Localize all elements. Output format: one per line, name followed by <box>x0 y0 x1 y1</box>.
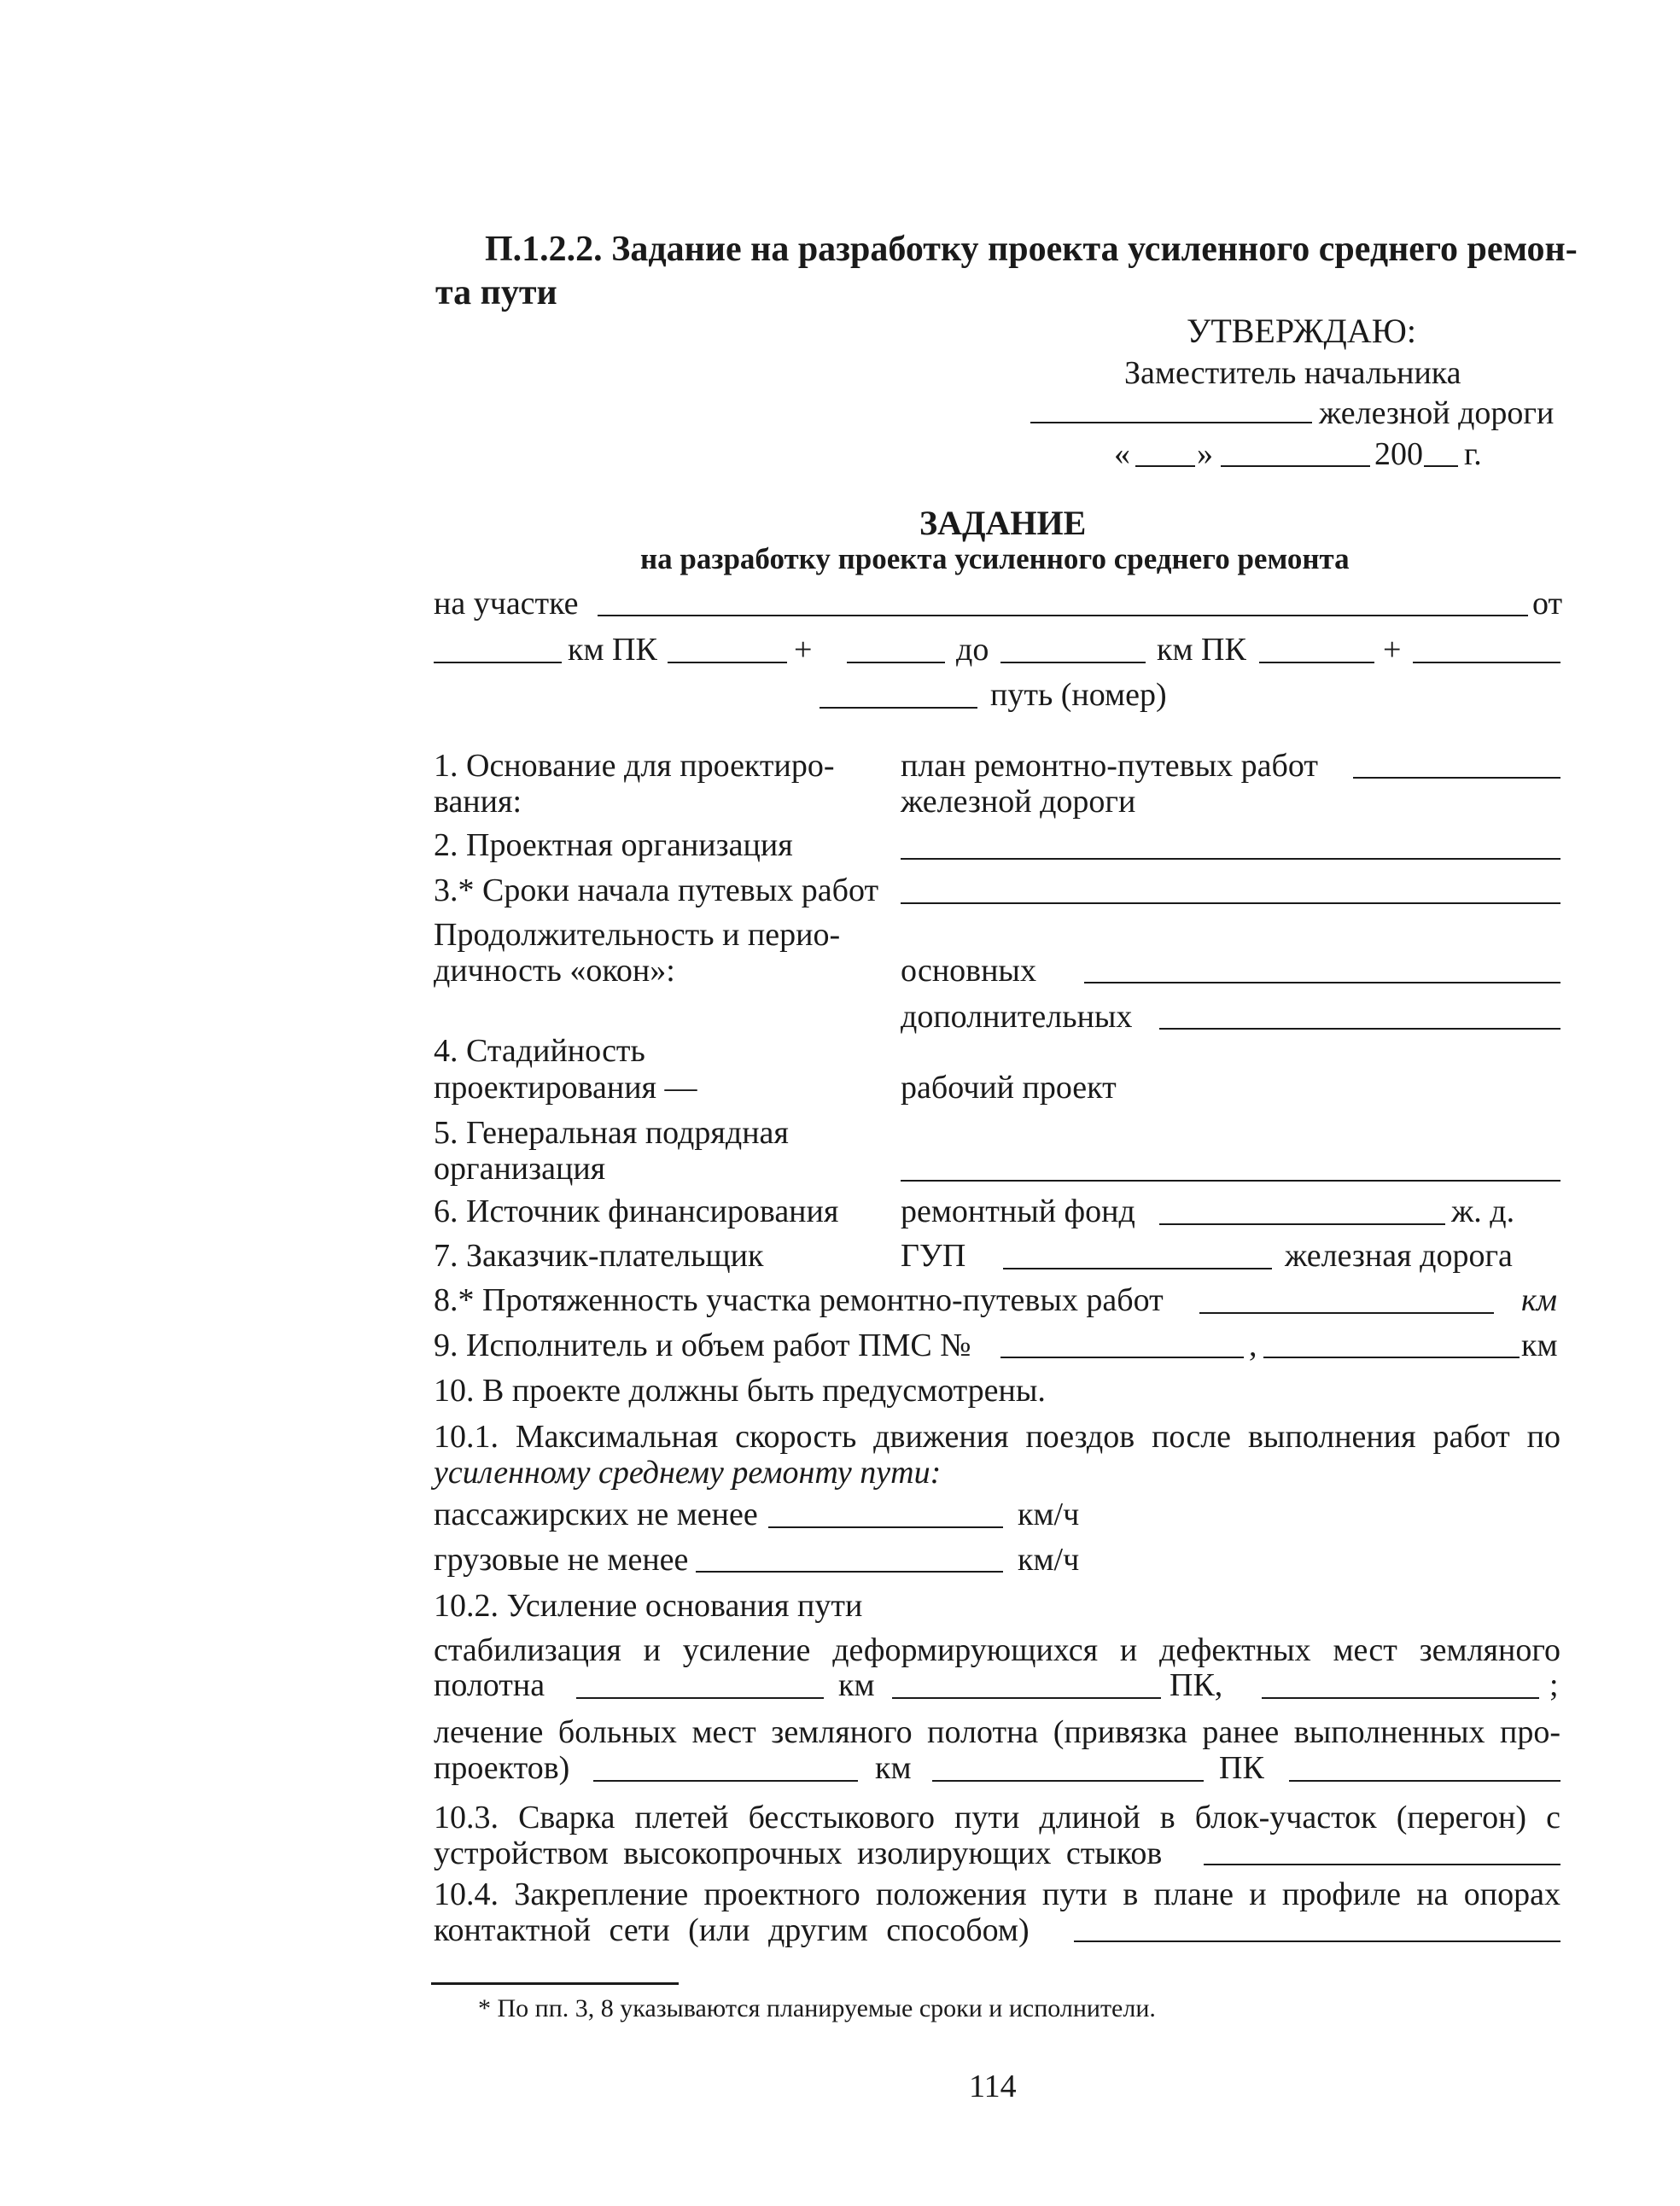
plus-from: + <box>794 632 813 668</box>
item-9-number-blank <box>1000 1357 1244 1358</box>
item-7-suffix: железная дорога <box>1285 1238 1513 1274</box>
freight-speed-unit: км/ч <box>1018 1542 1080 1578</box>
item-4-value: рабочий проект <box>901 1070 1117 1106</box>
footnote-rule <box>431 1982 679 1985</box>
passenger-speed-label: пассажирских не менее <box>434 1497 758 1532</box>
approval-railway-blank <box>1030 422 1312 423</box>
item-10-4-line-a: 10.4. Закрепление проектного положения пути в плане и профиле на опорах <box>434 1876 1560 1912</box>
passenger-speed-blank <box>768 1526 1003 1528</box>
item-10-label: 10. В проекте должны быть предусмотрены. <box>434 1373 1046 1409</box>
duration-main: основных <box>901 953 1036 989</box>
stabilization-km-blank <box>576 1697 824 1699</box>
item-7-value: ГУП <box>901 1238 966 1274</box>
item-2-label: 2. Проектная организация <box>434 827 793 863</box>
item-10-1-line-b: усиленному среднему ремонту пути: <box>434 1455 942 1491</box>
approval-title: УТВЕРЖДАЮ: <box>1187 312 1416 350</box>
approval-railway: железной дороги <box>1319 395 1555 431</box>
duration-label-a: Продолжительность и перио- <box>434 917 841 953</box>
duration-extra-blank <box>1159 1028 1560 1030</box>
item-6-suffix: ж. д. <box>1451 1193 1515 1229</box>
duration-label-b: дичность «окон»: <box>434 953 675 989</box>
km-pk-to: км ПК <box>1157 632 1246 668</box>
approval-year-suffix: г. <box>1464 436 1482 472</box>
stabilization-line-b: полотна <box>434 1667 545 1703</box>
passenger-speed-unit: км/ч <box>1018 1497 1080 1532</box>
item-10-2-label: 10.2. Усиление основания пути <box>434 1588 863 1624</box>
item-1-label-a: 1. Основание для проектиро- <box>434 748 835 784</box>
section-blank <box>598 615 1528 616</box>
approval-year: 200 <box>1374 436 1423 472</box>
item-7-blank <box>1003 1268 1272 1269</box>
item-8-unit: км <box>1521 1282 1558 1318</box>
item-1-value-a: план ремонтно-путевых работ <box>901 748 1318 784</box>
footnote: * По пп. 3, 8 указываются планируемые сроки и исполнители. <box>478 1994 1156 2022</box>
item-10-1-line-a: 10.1. Максимальная скорость движения поездов после выполнения работ по <box>434 1419 1560 1455</box>
track-blank <box>820 707 977 709</box>
stabilization-line-a: стабилизация и усиление деформирующихся и дефектных мест земляного <box>434 1632 1560 1668</box>
treatment-pk-blank <box>932 1780 1204 1782</box>
item-10-4-blank <box>1074 1940 1560 1942</box>
track-label: путь (номер) <box>990 677 1167 713</box>
item-10-4-line-b: контактной сети (или другим способом) <box>434 1912 1030 1948</box>
item-4-label-b: проектирования — <box>434 1070 697 1106</box>
stabilization-pk-value-blank <box>1262 1697 1539 1699</box>
treatment-line-b: проектов) <box>434 1750 570 1786</box>
pk-to-blank <box>1259 662 1374 663</box>
plus-to: + <box>1383 632 1402 668</box>
item-9-unit: км <box>1521 1328 1558 1363</box>
item-6-label: 6. Источник финансирования <box>434 1193 839 1229</box>
approval-quote-close: » <box>1197 436 1213 472</box>
item-10-3-blank <box>1204 1864 1560 1865</box>
plus-to-blank <box>1413 662 1560 663</box>
treatment-km-blank <box>593 1780 858 1782</box>
plus-from-blank <box>847 662 945 663</box>
approval-day-blank <box>1135 465 1195 467</box>
page-number: 114 <box>969 2069 1017 2104</box>
item-10-3-line-a: 10.3. Сварка плетей бесстыкового пути длиной в блок-участок (перегон) с <box>434 1800 1560 1835</box>
item-3-blank <box>901 902 1560 904</box>
item-9-volume-blank <box>1263 1357 1520 1358</box>
item-9-label: 9. Исполнитель и объем работ ПМС № <box>434 1328 971 1363</box>
item-1-blank <box>1353 777 1560 779</box>
item-3-label: 3.* Сроки начала путевых работ <box>434 872 879 908</box>
section-from: от <box>1532 586 1563 622</box>
km-from-blank <box>434 662 562 663</box>
task-title: ЗАДАНИЕ <box>919 504 1087 542</box>
item-7-label: 7. Заказчик-плательщик <box>434 1238 764 1274</box>
to-label: до <box>956 632 989 668</box>
item-6-value: ремонтный фонд <box>901 1193 1135 1229</box>
item-1-label-b: вания: <box>434 784 522 820</box>
stabilization-pk-blank <box>892 1697 1161 1699</box>
item-10-3-line-b: устройством высокопрочных изолирующих стыков <box>434 1835 1163 1871</box>
treatment-km: км <box>875 1750 912 1786</box>
treatment-pk-value-blank <box>1289 1780 1560 1782</box>
item-2-blank <box>901 858 1560 860</box>
approval-year-blank <box>1424 465 1458 467</box>
km-pk-from: км ПК <box>568 632 657 668</box>
item-5-blank <box>901 1180 1560 1182</box>
pk-from-blank <box>668 662 787 663</box>
duration-main-blank <box>1084 982 1560 983</box>
stabilization-pk: ПК, <box>1170 1667 1223 1703</box>
approval-quote-open: « <box>1114 436 1130 472</box>
approval-month-blank <box>1221 465 1370 467</box>
stabilization-km: км <box>838 1667 875 1703</box>
km-to-blank <box>1000 662 1146 663</box>
item-5-label-a: 5. Генеральная подрядная <box>434 1115 789 1151</box>
stabilization-semicolon: ; <box>1549 1667 1559 1703</box>
freight-speed-blank <box>696 1571 1003 1573</box>
approval-position: Заместитель начальника <box>1124 355 1461 391</box>
section-label: на участке <box>434 586 579 622</box>
treatment-pk: ПК <box>1219 1750 1264 1786</box>
duration-extra: дополнительных <box>901 999 1133 1035</box>
item-4-label-a: 4. Стадийность <box>434 1033 645 1069</box>
treatment-line-a: лечение больных мест земляного полотна (привязка ранее выполненных про- <box>434 1714 1560 1750</box>
section-heading-line-2: та пути <box>435 273 557 312</box>
item-8-label: 8.* Протяженность участка ремонтно-путевых работ <box>434 1282 1164 1318</box>
item-5-label-b: организация <box>434 1151 606 1187</box>
item-8-blank <box>1199 1312 1494 1314</box>
item-9-comma: , <box>1249 1328 1257 1363</box>
section-heading-line-1: П.1.2.2. Задание на разработку проекта усиленного среднего ремон- <box>485 230 1578 269</box>
item-6-blank <box>1159 1223 1445 1225</box>
task-subtitle: на разработку проекта усиленного среднего ремонта <box>640 542 1350 575</box>
freight-speed-label: грузовые не менее <box>434 1542 689 1578</box>
item-1-value-b: железной дороги <box>901 784 1136 820</box>
